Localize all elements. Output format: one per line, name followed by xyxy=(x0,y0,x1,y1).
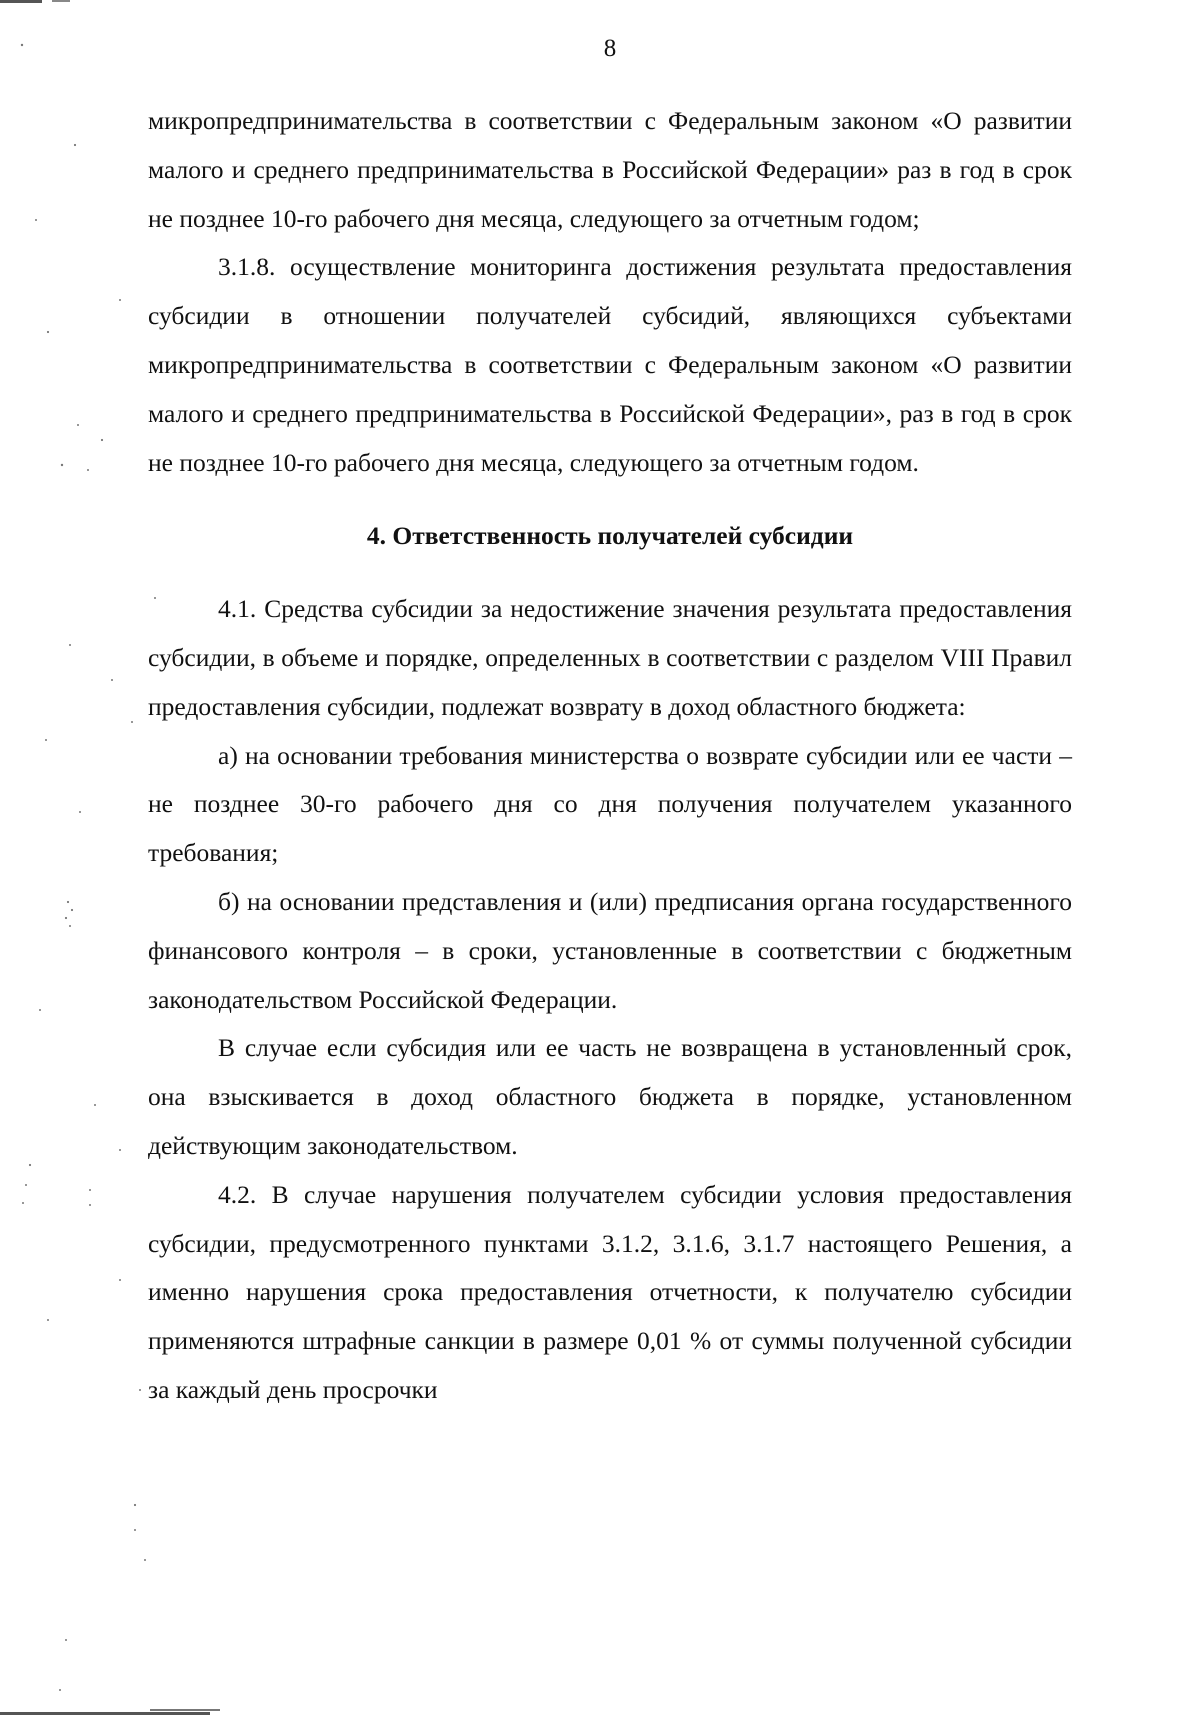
scan-dot xyxy=(119,1279,121,1281)
scan-dot xyxy=(77,424,79,426)
scan-dot xyxy=(39,1009,41,1011)
scan-dot xyxy=(94,1104,96,1106)
scan-dot xyxy=(65,1639,67,1641)
scan-dot xyxy=(131,721,133,723)
scan-dot xyxy=(79,811,81,813)
paragraph-recovery: В случае если субсидия или ее часть не возвращена в установленный срок, она взыскивается в доход областного бюджета в порядке, установленном действующим законодательством. xyxy=(148,1033,1072,1160)
scan-dot xyxy=(61,464,63,466)
scan-dot xyxy=(89,1204,91,1206)
scan-dot xyxy=(74,144,76,146)
scan-dot xyxy=(69,644,71,646)
section-heading: 4. Ответственность получателей субсидии xyxy=(366,521,854,551)
scan-dot xyxy=(67,901,69,903)
scan-dot xyxy=(22,1202,24,1204)
scan-dot xyxy=(59,1689,61,1691)
scan-dot xyxy=(87,469,89,471)
scan-dot xyxy=(134,1529,136,1531)
page-number: 8 xyxy=(603,35,617,62)
scan-dot xyxy=(71,909,73,911)
scan-dot xyxy=(119,1149,121,1151)
scan-dot xyxy=(45,739,47,741)
paragraph-continuation: микропредпринимательства в соответствии с Федеральным законом «О развитии малого и среднего предпринимательства в Российской Федерации» раз в год в срок не позднее 10-го рабочего дня месяца, следующего за отчетным годом; xyxy=(148,106,1072,233)
scan-dot xyxy=(134,1504,136,1506)
scan-dot xyxy=(47,331,49,333)
paragraph-item-b: б) на основании представления и (или) предписания органа государственного финансового контроля – в сроки, установленные в соответствии с бюджетным законодательством Российской Федерации. xyxy=(148,886,1072,1014)
scan-dot xyxy=(47,1319,49,1321)
scan-dot xyxy=(69,925,71,927)
scan-dot xyxy=(29,1164,31,1166)
paragraph-4-1: 4.1. Средства субсидии за недостижение значения результата предоставления субсидии, в объеме и порядке, определенных в соответствии с разделом VIII Правил предоставления субсидии, подлежат возврату в доход областного бюджета: xyxy=(148,594,1072,721)
scan-dot xyxy=(144,1559,146,1561)
scan-dot xyxy=(65,917,67,919)
scan-dot xyxy=(89,1189,91,1191)
scan-dot xyxy=(35,219,37,221)
paragraph-4-2: 4.2. В случае нарушения получателем субсидии условия предоставления субсидии, предусмотренного пунктами 3.1.2, 3.1.6, 3.1.7 настоящего Решения, а именно нарушения срока предоставления отчетности, к получателю субсидии применяются штрафные санкции в размере 0,01 % от суммы полученной субсидии за каждый день просрочки xyxy=(148,1179,1072,1404)
document-body xyxy=(148,97,1072,1415)
scan-dot xyxy=(25,1184,27,1186)
scan-dot xyxy=(111,679,113,681)
scan-dot xyxy=(119,299,121,301)
paragraph-item-a: а) на основании требования министерства о возврате субсидии или ее части – не позднее 30-го рабочего дня со дня получения получателем указанного требования; xyxy=(148,740,1072,868)
scan-dot xyxy=(101,439,103,441)
scan-dot xyxy=(139,1389,141,1391)
paragraph-3-1-8: 3.1.8. осуществление мониторинга достижения результата предоставления субсидии в отношении получателей субсидий, являющихся субъектами микропредпринимательства в соответствии с Федеральным законом «О развитии малого и среднего предпринимательства в Российской Федерации», раз в год в срок не позднее 10-го рабочего дня месяца, следующего за отчетным годом. xyxy=(148,252,1072,477)
